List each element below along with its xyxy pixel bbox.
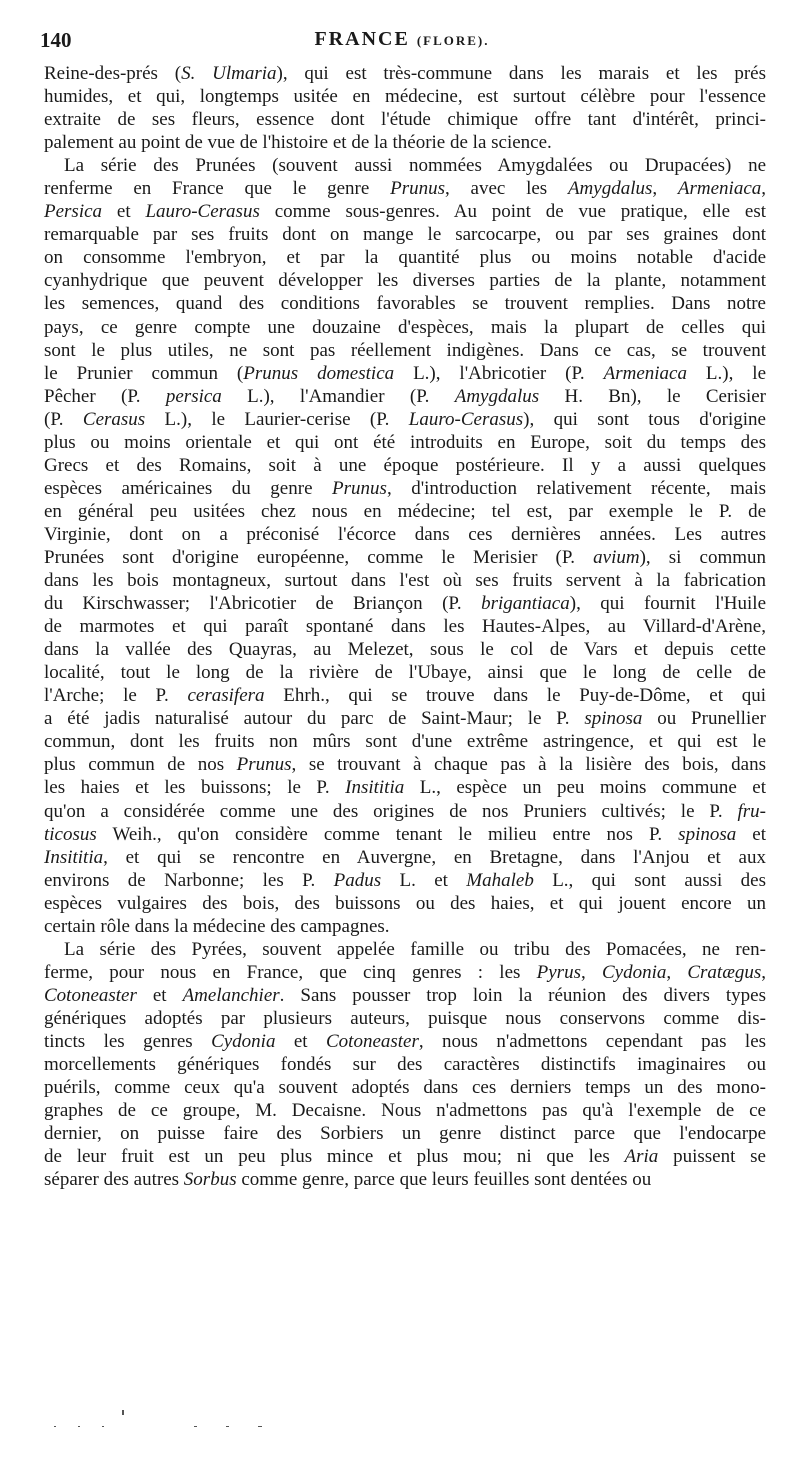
text-line: ticosus Weih., qu'on considère comme tenant le milieu entre nos P. spinosa et	[44, 823, 766, 845]
text-line: Cotoneaster et Amelanchier. Sans pousser trop loin la réunion des divers types	[44, 984, 766, 1006]
text-line: l'Arche; le P. cerasifera Ehrh., qui se trouve dans le Puy-de-Dôme, et qui	[44, 685, 766, 707]
print-specks	[44, 1408, 294, 1428]
text-line: ferme, pour nous en France, que cinq genres : les Pyrus, Cydonia, Cratægus,	[44, 961, 767, 983]
text-line: Insititia, et qui se rencontre en Auvergne, en Bretagne, dans l'Anjou et aux	[44, 846, 766, 868]
page-number: 140	[40, 28, 72, 52]
running-title: FRANCE	[314, 28, 410, 50]
text-line: Pêcher (P. persica L.), l'Amandier (P. Amygdalus H. Bn), le Cerisier	[44, 385, 767, 407]
text-line: tincts les genres Cydonia et Cotoneaster, nous n'admettons cependant pas les	[44, 1030, 767, 1052]
text-line: Persica et Lauro-Cerasus comme sous-genres. Au point de vue pratique, elle est	[44, 201, 766, 223]
text-line: extraite de ses fleurs, essence dont l'étude chimique offre tant d'intérêt, princi-	[44, 109, 766, 131]
text-line: La série des Pyrées, souvent appelée famille ou tribu des Pomacées, ne ren-	[64, 938, 766, 960]
text-line: renferme en France que le genre Prunus, avec les Amygdalus, Armeniaca,	[44, 178, 767, 200]
text-line: en général peu usitées chez nous en médecine; tel est, par exemple le P. de	[44, 500, 766, 522]
paragraph	[44, 154, 766, 938]
text-line: environs de Narbonne; les P. Padus L. et Mahaleb L., qui sont aussi des	[44, 869, 766, 891]
text-line: (P. Cerasus L.), le Laurier-cerise (P. Lauro-Cerasus), qui sont tous d'origine	[44, 408, 766, 430]
text-line: palement au point de vue de l'histoire et de la théorie de la science.	[44, 132, 552, 154]
text-line: génériques adoptés par plusieurs auteurs, puisque nous conservons comme dis-	[44, 1007, 766, 1029]
text-line: le Prunier commun (Prunus domestica L.), l'Abricotier (P. Armeniaca L.), le	[44, 362, 767, 384]
text-line: remarquable par ses fruits dont on mange le sarcocarpe, ou par ses graines dont	[44, 224, 766, 246]
text-line: espèces américaines du genre Prunus, d'introduction relativement récente, mais	[44, 477, 766, 499]
text-line: de marmotes et qui paraît spontané dans les Hautes-Alpes, au Villard-d'Arène,	[44, 616, 766, 638]
text-line: on consomme l'embryon, et par la quantité plus ou moins notable d'acide	[44, 247, 766, 269]
text-line: a été jadis naturalisé autour du parc de Saint-Maur; le P. spinosa ou Prunellier	[44, 708, 766, 730]
text-line: sont le plus utiles, ne sont pas réellement indigènes. Dans ce cas, se trouvent	[44, 339, 766, 361]
running-subtitle: (FLORE).	[416, 33, 490, 48]
text-line: certain rôle dans la médecine des campagnes.	[44, 915, 390, 937]
text-line: plus commun de nos Prunus, se trouvant à chaque pas à la lisière des bois, dans	[44, 754, 766, 776]
text-line: localité, tout le long de la rivière de l'Ubaye, ainsi que le long de celle de	[44, 662, 766, 684]
text-line: espèces vulgaires des bois, des buissons ou des haies, et qui jouent encore un	[44, 892, 766, 914]
text-line: Grecs et des Romains, soit à une époque postérieure. Il y a aussi quelques	[44, 454, 766, 476]
text-line: humides, et qui, longtemps usitée en médecine, est surtout célèbre pour l'essence	[44, 86, 766, 108]
text-line: de leur fruit est un peu plus mince et plus mou; ni que les Aria puissent se	[44, 1146, 766, 1168]
text-line: morcellements génériques fondés sur des caractères distinctifs imaginaires ou	[44, 1054, 766, 1076]
text-line: cyanhydrique que peuvent développer les diverses parties de la plante, notamment	[44, 270, 766, 292]
text-line: Virginie, dont on a préconisé l'écorce dans ces dernières années. Les autres	[44, 523, 766, 545]
text-line: graphes de ce groupe, M. Decaisne. Nous n'admettons pas qu'à l'exemple de ce	[44, 1100, 766, 1122]
text-line: Reine-des-prés (S. Ulmaria), qui est très-commune dans les marais et les prés	[44, 63, 766, 84]
text-line: dans la vallée des Quayras, au Melezet, sous le col de Vars et depuis cette	[44, 639, 766, 661]
text-line: plus ou moins orientale et qui ont été introduits en Europe, soit du temps des	[44, 431, 766, 453]
page-header	[40, 28, 764, 58]
body-text	[44, 62, 766, 1191]
paragraph	[44, 938, 766, 1192]
text-line: dernier, on puisse faire des Sorbiers un genre distinct parce que l'endocarpe	[44, 1123, 766, 1145]
text-line: dans les bois montagneux, surtout dans l'est où ses fruits servent à la fabrication	[44, 570, 766, 592]
text-line: Prunées sont d'origine européenne, comme le Merisier (P. avium), si commun	[44, 546, 766, 568]
text-line: La série des Prunées (souvent aussi nommées Amygdalées ou Drupacées) ne	[64, 155, 766, 177]
text-line: les haies et les buissons; le P. Insititia L., espèce un peu moins commune et	[44, 777, 766, 799]
text-line: séparer des autres Sorbus comme genre, parce que leurs feuilles sont dentées ou	[44, 1169, 652, 1191]
paragraph	[44, 62, 766, 154]
text-line: puérils, comme ceux qu'a souvent adoptés dans ces derniers temps un des mono-	[44, 1077, 766, 1099]
text-line: pays, ce genre compte une douzaine d'espèces, mais la plupart de celles qui	[44, 316, 766, 338]
text-line: les semences, quand des conditions favorables se trouvent remplies. Dans notre	[44, 293, 766, 315]
text-line: commun, dont les fruits non mûrs sont d'une extrême astringence, et qui est le	[44, 731, 766, 753]
text-line: qu'on a considérée comme une des origines de nos Pruniers cultivés; le P. fru-	[44, 800, 766, 822]
running-head	[40, 28, 764, 51]
text-line: du Kirschwasser; l'Abricotier de Briançon (P. brigantiaca), qui fournit l'Huile	[44, 593, 766, 615]
